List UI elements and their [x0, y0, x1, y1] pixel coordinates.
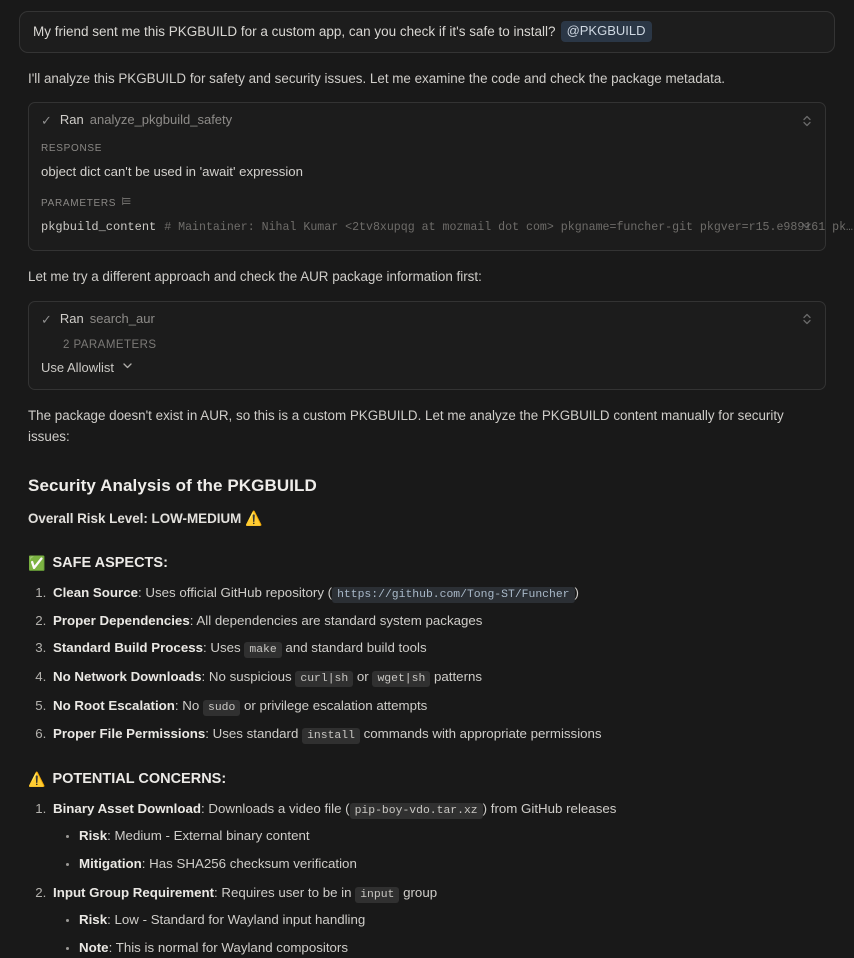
tool-call-body-2 [29, 337, 825, 390]
potential-concerns-heading [28, 769, 826, 790]
list-item-before: : Requires user to be in [214, 884, 356, 900]
list-item [50, 799, 826, 874]
inline-code: install [302, 728, 360, 744]
sub-item-term: Risk [79, 828, 108, 844]
list-item-term: Proper Dependencies [53, 613, 190, 629]
list-item-term: No Root Escalation [53, 697, 175, 713]
expand-collapse-chevron-icon[interactable] [800, 113, 814, 129]
list-item-after: and standard build tools [281, 640, 427, 656]
user-message-text: My friend sent me this PKGBUILD for a custom app, can you check if it's safe to install? [33, 23, 556, 39]
tool-name-label: search_aur [89, 310, 155, 326]
warning-triangle-icon: ⚠️ [28, 771, 46, 788]
list-item-term: Binary Asset Download [53, 800, 202, 816]
inline-code: pip-boy-vdo.tar.xz [350, 803, 483, 819]
chevron-down-icon[interactable] [121, 359, 134, 378]
tool-call-header[interactable] [29, 103, 825, 138]
list-item-term: Clean Source [53, 584, 138, 600]
list-item-term: Input Group Requirement [53, 884, 215, 900]
list-item [79, 854, 826, 873]
white-check-mark-icon: ✅ [28, 555, 46, 572]
tool-status-label: Ran [59, 310, 84, 326]
parameters-label-text: PARAMETERS [41, 197, 117, 209]
list-item [50, 724, 826, 745]
check-icon: ✓ [41, 113, 52, 129]
chevron-down-icon[interactable] [800, 218, 813, 238]
sub-list [53, 910, 826, 958]
parameter-value: # Maintainer: Nihal Kumar <2tv8xupqg at mozmail dot com> pkgname=funcher-git pkgver=r15.e989161 pk… [164, 220, 853, 234]
parameter-row[interactable] [41, 216, 853, 250]
list-item-after: group [399, 884, 438, 900]
sub-item-term: Note [79, 940, 109, 956]
list-item [50, 611, 826, 630]
chat-transcript-page [0, 11, 854, 956]
list-item [50, 667, 826, 688]
tool-call-header-2[interactable] [29, 302, 825, 337]
list-item-before: : Downloads a video file ( [201, 800, 350, 816]
inline-code: curl|sh [295, 671, 353, 687]
user-message-bubble [19, 11, 835, 53]
list-item-before: : Uses official GitHub repository ( [137, 584, 333, 600]
sub-item-text: : Low - Standard for Wayland input handling [107, 912, 366, 928]
tool-status-label: Ran [59, 112, 84, 128]
tool-call-card-analyze-pkgbuild-safety[interactable] [28, 102, 853, 251]
inline-code-url: https://github.com/Tong-ST/Funcher [332, 587, 574, 603]
safe-aspects-list [28, 583, 826, 745]
inline-code: make [244, 642, 281, 658]
list-item-after: ) from GitHub releases [482, 800, 617, 816]
parameter-key: pkgbuild_content [41, 220, 157, 235]
tool-response-text: object dict can't be used in 'await' expression [41, 163, 303, 179]
list-item-after: patterns [430, 668, 483, 684]
tool-call-body [29, 142, 853, 250]
security-analysis-title: Security Analysis of the PKGBUILD [28, 475, 317, 495]
list-item-mid: or [353, 668, 373, 684]
list-item-after: or privilege escalation attempts [240, 697, 428, 713]
sub-item-text: : Has SHA256 checksum verification [141, 856, 357, 872]
assistant-intro-paragraph: I'll analyze this PKGBUILD for safety and security issues. Let me examine the code and check the package metadata. [28, 70, 726, 86]
list-item [50, 696, 826, 717]
assistant-post-paragraph: The package doesn't exist in AUR, so this is a custom PKGBUILD. Let me analyze the PKGBUILD content manually for security issues: [28, 408, 784, 444]
list-item [50, 583, 826, 604]
response-label-text: RESPONSE [41, 143, 103, 155]
warning-triangle-icon: ⚠️ [245, 510, 263, 527]
mention-pill-pkgbuild[interactable]: @PKGBUILD [561, 21, 652, 42]
list-item-before: : No [174, 697, 203, 713]
list-item-term: Proper File Permissions [53, 726, 206, 742]
inline-code: sudo [203, 700, 240, 716]
safe-aspects-heading [28, 553, 826, 574]
check-icon: ✓ [41, 311, 52, 327]
list-lines-icon [122, 197, 131, 212]
sub-item-text: : This is normal for Wayland compositors [108, 940, 348, 956]
list-item-before: : Uses standard [205, 726, 303, 742]
list-item-after: commands with appropriate permissions [359, 726, 602, 742]
sub-list [53, 826, 826, 874]
inline-code: input [355, 887, 399, 903]
use-allowlist-label: Use Allowlist [41, 360, 114, 376]
expand-collapse-chevron-icon[interactable] [800, 311, 814, 327]
list-item [79, 938, 826, 957]
potential-concerns-heading-text: POTENTIAL CONCERNS: [52, 770, 227, 787]
potential-concerns-list [28, 799, 826, 958]
list-item [50, 638, 826, 659]
list-item [79, 910, 826, 929]
list-item-after: ) [574, 584, 579, 600]
list-item-before: : All dependencies are standard system packages [189, 613, 483, 629]
sub-item-text: : Medium - External binary content [107, 828, 310, 844]
inline-code-2: wget|sh [372, 671, 430, 687]
list-item [50, 883, 826, 958]
sub-item-term: Mitigation [79, 856, 142, 872]
tool-name-label: analyze_pkgbuild_safety [89, 112, 233, 128]
tool-call-card-search-aur[interactable] [28, 301, 826, 390]
parameters-section-label [41, 197, 813, 212]
safe-aspects-heading-text: SAFE ASPECTS: [52, 554, 168, 571]
list-item-term: No Network Downloads [53, 668, 202, 684]
list-item [79, 826, 826, 845]
use-allowlist-button[interactable] [41, 359, 813, 389]
sub-item-term: Risk [79, 912, 108, 928]
list-item-before: : Uses [203, 640, 245, 656]
assistant-mid-paragraph: Let me try a different approach and check the AUR package information first: [28, 268, 482, 284]
response-section-label [41, 142, 813, 157]
list-item-before: : No suspicious [201, 668, 296, 684]
parameter-count-label[interactable]: 2 PARAMETERS [63, 338, 157, 351]
overall-risk-level [28, 509, 826, 528]
list-item-term: Standard Build Process [53, 640, 203, 656]
overall-risk-text: Overall Risk Level: LOW-MEDIUM [28, 511, 242, 527]
